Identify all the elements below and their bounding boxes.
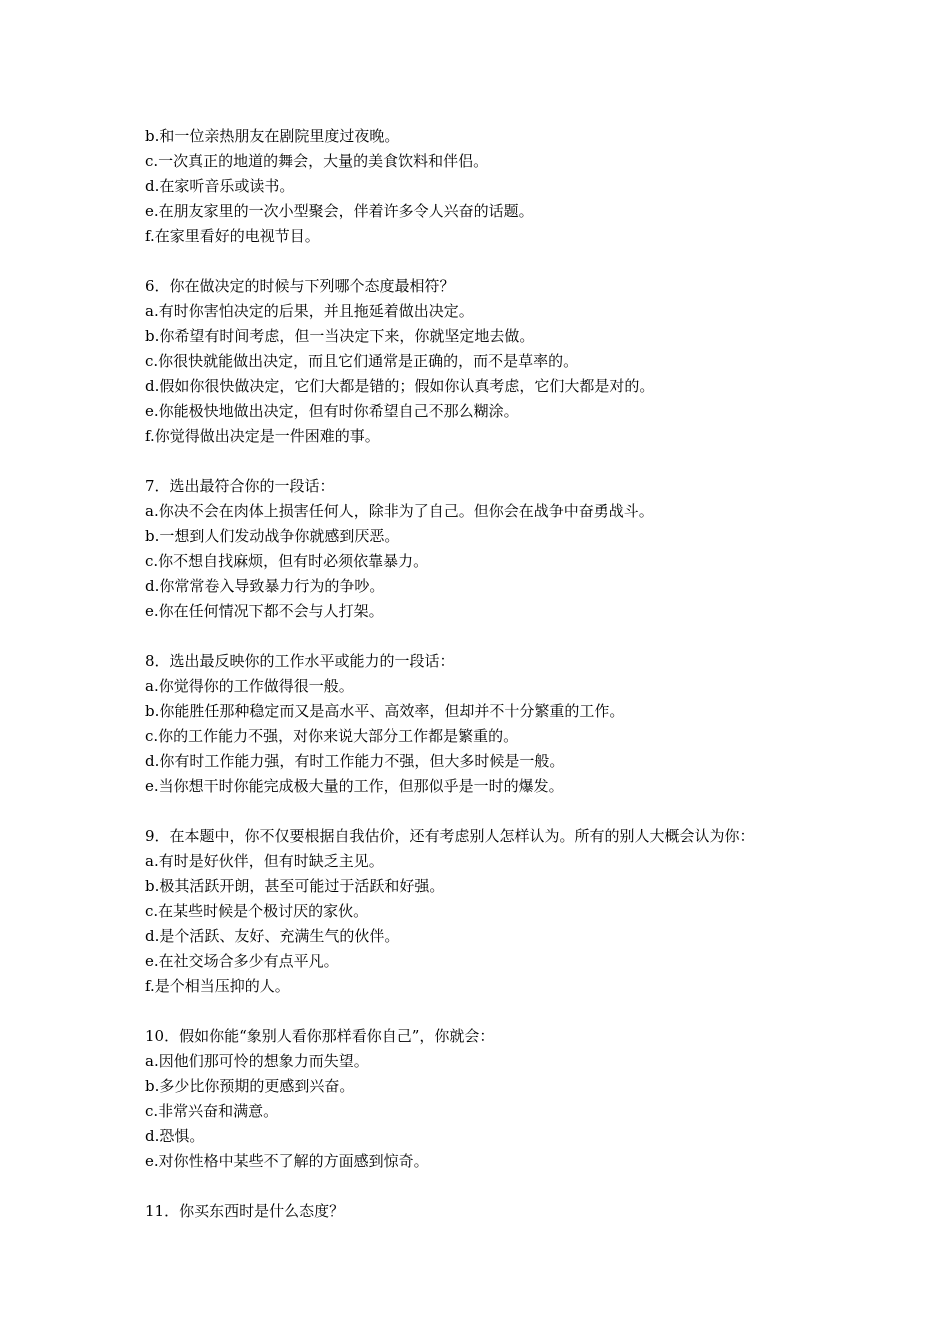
option-line: b.和一位亲热朋友在剧院里度过夜晚。 bbox=[145, 127, 400, 145]
question-title: 9．在本题中，你不仅要根据自我估价，还有考虑别人怎样认为。所有的别人大概会认为你： bbox=[145, 827, 755, 845]
question-title: 10．假如你能“象别人看你那样看你自己”，你就会： bbox=[145, 1027, 495, 1045]
option-line: d.假如你很快做决定，它们大都是错的；假如你认真考虑，它们大都是对的。 bbox=[145, 377, 655, 395]
question-block-8 bbox=[145, 649, 865, 799]
option-line: d.在家听音乐或读书。 bbox=[145, 177, 295, 195]
option-line: a.你决不会在肉体上损害任何人，除非为了自己。但你会在战争中奋勇战斗。 bbox=[145, 502, 654, 520]
option-line: f.在家里看好的电视节目。 bbox=[145, 227, 320, 245]
option-line: b.多少比你预期的更感到兴奋。 bbox=[145, 1077, 355, 1095]
option-line: b.你希望有时间考虑，但一当决定下来，你就坚定地去做。 bbox=[145, 327, 535, 345]
option-line: a.有时你害怕决定的后果，并且拖延着做出决定。 bbox=[145, 302, 474, 320]
paragraph-gap bbox=[145, 1174, 865, 1199]
question-title: 6．你在做决定的时候与下列哪个态度最相符？ bbox=[145, 277, 455, 295]
option-line: a.你觉得你的工作做得很一般。 bbox=[145, 677, 354, 695]
option-line: d.你有时工作能力强，有时工作能力不强，但大多时候是一般。 bbox=[145, 752, 565, 770]
question-block-11 bbox=[145, 1199, 865, 1224]
paragraph-gap bbox=[145, 799, 865, 824]
option-line: d.是个活跃、友好、充满生气的伙伴。 bbox=[145, 927, 400, 945]
option-line: a.有时是好伙伴，但有时缺乏主见。 bbox=[145, 852, 384, 870]
question-title: 8．选出最反映你的工作水平或能力的一段话： bbox=[145, 652, 455, 670]
question-block-6 bbox=[145, 274, 865, 449]
paragraph-gap bbox=[145, 249, 865, 274]
option-line: d.恐惧。 bbox=[145, 1127, 205, 1145]
option-line: f.是个相当压抑的人。 bbox=[145, 977, 290, 995]
question-block-7 bbox=[145, 474, 865, 624]
option-line: c.你不想自找麻烦，但有时必须依靠暴力。 bbox=[145, 552, 429, 570]
option-line: c.一次真正的地道的舞会，大量的美食饮料和伴侣。 bbox=[145, 152, 489, 170]
option-line: b.你能胜任那种稳定而又是高水平、高效率，但却并不十分繁重的工作。 bbox=[145, 702, 625, 720]
option-line: e.你在任何情况下都不会与人打架。 bbox=[145, 602, 384, 620]
option-line: b.极其活跃开朗，甚至可能过于活跃和好强。 bbox=[145, 877, 445, 895]
question-block-9 bbox=[145, 824, 865, 999]
option-line: e.对你性格中某些不了解的方面感到惊奇。 bbox=[145, 1152, 429, 1170]
option-line: f.你觉得做出决定是一件困难的事。 bbox=[145, 427, 380, 445]
option-line: a.因他们那可怜的想象力而失望。 bbox=[145, 1052, 369, 1070]
paragraph-gap bbox=[145, 999, 865, 1024]
question-block-10 bbox=[145, 1024, 865, 1174]
option-line: e.你能极快地做出决定，但有时你希望自己不那么糊涂。 bbox=[145, 402, 519, 420]
questionnaire-content bbox=[145, 124, 865, 1224]
option-line: e.当你想干时你能完成极大量的工作，但那似乎是一时的爆发。 bbox=[145, 777, 564, 795]
option-line: c.你的工作能力不强，对你来说大部分工作都是繁重的。 bbox=[145, 727, 519, 745]
question-block-5 bbox=[145, 124, 865, 249]
option-line: c.在某些时候是个极讨厌的家伙。 bbox=[145, 902, 369, 920]
question-title: 11．你买东西时是什么态度？ bbox=[145, 1202, 345, 1220]
option-line: e.在朋友家里的一次小型聚会，伴着许多令人兴奋的话题。 bbox=[145, 202, 534, 220]
option-line: b.一想到人们发动战争你就感到厌恶。 bbox=[145, 527, 400, 545]
option-line: c.非常兴奋和满意。 bbox=[145, 1102, 279, 1120]
question-title: 7．选出最符合你的一段话： bbox=[145, 477, 335, 495]
option-line: d.你常常卷入导致暴力行为的争吵。 bbox=[145, 577, 385, 595]
option-line: e.在社交场合多少有点平凡。 bbox=[145, 952, 339, 970]
paragraph-gap bbox=[145, 624, 865, 649]
option-line: c.你很快就能做出决定，而且它们通常是正确的，而不是草率的。 bbox=[145, 352, 579, 370]
paragraph-gap bbox=[145, 449, 865, 474]
